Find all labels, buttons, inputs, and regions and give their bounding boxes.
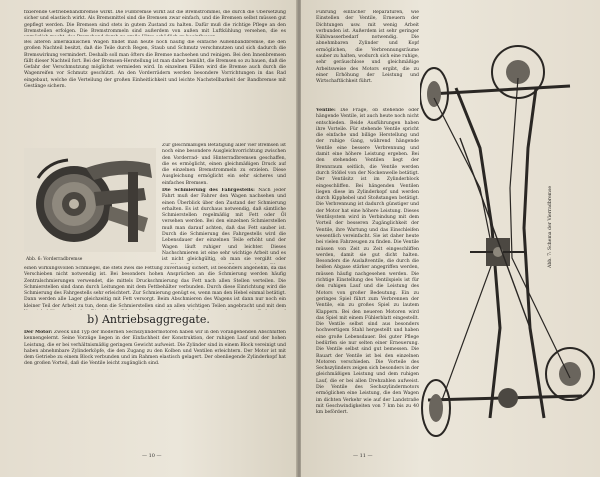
right-para-2-text: Die Frage, ob stehende oder hängende Ventile, ist auch heute noch nicht entschieden. Beide Ausführungen haben ihre Vorteile. Für stehende Ventile spricht die einfache und billige Herstellung und der ruhige Gang, während hängende Ventile eine bessere Verbrennung und damit eine höhere Leistung ergeben. Bei den stehenden Ventilen liegt der Brennraum seitlich, die Ventile werden durch Stößel von der Nockenwelle betätigt. Der Ventilsitz ist im Zylinderblock eingeschliffen. Bei hängenden Ventilen liegen diese im Zylinderkopf und werden durch Kipphebel und Stoßstangen betätigt. Die Verbrennung ist dadurch günstiger und der Motor hat eine höhere Leistung. Dieses Ventilsystem wird in Verbindung mit dem Vorteil der besseren Zugänglichkeit der Ventile, ihre Wartung und das Einschleifen wesentlich vereinfacht. Sie ist daher heute bei vielen Fahrzeugen zu finden. Die Ventile müssen von Zeit zu Zeit eingeschliffen werden, damit sie gut dicht halten. Besonders die Auslaßventile, die durch die heißen Abgase stärker angegriffen werden, müssen häufig nachgesehen werden. Die richtige Einstellung des Ventilspiels ist für den ruhigen Lauf und die Leistung des Motors von großer Bedeutung. Ein zu geringes Spiel führt zum Verbrennen der Ventile, ein zu großes Spiel zu lautem Klappern. Bei den neueren Motoren wird das Spiel mit einem Fühlerblatt eingestellt. Die Ventile selbst sind aus besonders hochwertigem Stahl hergestellt und haben eine große Lebensdauer. Bei guter Pflege bedürfen sie nur selten einer Erneuerung. Die Ventile selbst sind gut bemessen. Die Bauart der Ventile ist bei den einzelnen Motoren verschieden. Die Vorteile des Sechszylinders zeigen sich besonders in der gleichmäßigen Leistung und dem ruhigen Lauf, die er bei allen Drehzahlen aufweist. Die Ventile des Sechszylindermotors ermöglichen eine Leistung, die den Wagen im dichten Verkehr wie auf der Landstraße mit Geschwindigkeiten von 7 km bis zu 40 km befördert. (316, 108, 419, 416)
left-para-5: einen wirkungsvollen Schmiegel, die stets zwei die Fettung zuverlässig sichert, ist besonders angenehm, da das Verschieben nicht notwendig ist. Bei besonders hohen Ansprüchen an die Schmierung werden häufig Zentralschmierungen verwendet, die mittels Druckschmierung das Fett nach allen Stellen verteilen. Die Schmierstellen sind dann durch Leitungen mit dem Fettbehälter verbunden. Durch diese Einrichtung wird die Schmierung des Fahrgestells sehr erleichtert. Zur Schmierung genügt es, wenn man den Hebel einmal betätigt. Dann werden alle Lager gleichzeitig mit Fett versorgt. Beim Abschmieren des Wagens ist dann nur noch ein kleiner Teil der Arbeit zu tun, denn die Schmierstellen sind an allen wichtigen Teilen angebracht und mit dem (24, 266, 286, 309)
left-page (0, 0, 297, 477)
left-para-4 (162, 188, 286, 264)
front-wheel-brake-figure (24, 148, 156, 252)
right-page-number: — 11 — (353, 453, 373, 459)
section-heading: b) Antriebsaggregate. (87, 313, 210, 326)
right-figure-caption: Abb. 7: Schema der Vierradbremse (548, 185, 553, 268)
left-run-in-motor: Der Motor: (24, 330, 53, 335)
left-run-in-lubrication: Die Schmierung des Fahrgestells: (162, 188, 255, 193)
right-para-2 (316, 108, 419, 444)
left-para-1: fixierende Getriebebandbremse wirkt. Die Fußbremse wirkt auf die Bremstrommel, die durch die Übersetzung sicher und elastisch wirkt. Als Bremsmittel sind die Bremsen zwar einfach, und die Bremsen selbst müssen gut gepflegt werden. Die Bremsen sind stets in gutem Zustand zu halten. Dafür muß die richtige Pflege an den Bremsteilen erfolgen. Die Bremstrommeln sind außerdem von außen mit Luftkühlung versehen, die es (24, 10, 286, 34)
left-para-6 (24, 330, 286, 442)
left-para-6-text: Zweck und Typ der modernen Sechszylindermotoren haben wir in den vorangehenden Abschnitten kennengelernt. Seine Vorzüge liegen in der Einfachheit der Konstruktion, der ruhigen Lauf und der hohen Leistung, die er bei verhältnismäßig geringem Gewicht aufweist. Die Zylinder sind in einem Block vereinigt und haben abnehmbare Zylinderköpfe, die den Zugang zu den Kolben und Ventilen erleichtern. Der Motor ist mit dem Getriebe zu einem Block verbunden und im Rahmen elastisch gelagert. Der obenliegende Zylinderkopf hat den großen Vorteil, daß die Ventile leicht zugänglich sind. (24, 330, 286, 367)
right-para-1: Führung einfacher Reparaturen, wie Einstellen der Ventile, Erneuern der Dichtungen usw. mit wenig Arbeit verbunden ist. Außerdem ist sehr geringer Kühlwasserbedarf notwendig. Die abnehmbaren Zylinder und Kopf ermöglichen, die Verbrennungsräume sauber zu halten, wodurch sich eine ruhige, sehr geräuschlose und gleichmäßige Arbeitsweise des Motors ergibt, die zu einer Erhöhung der Leistung und Wirtschaftlichkeit führt. (316, 10, 419, 85)
left-para-2: Bei älteren amerikanischen Wagen findet man heute noch häufig die einfache Außenbandbremse, die den großen Nachteil besitzt, daß die Teile durch Regen, Staub und Schmutz verschmutzen und sich dadurch die Bremswirkung vermindert. Deshalb soll man öfters die Bremse nachsehen und reinigen. Bei den Innenbremsen fällt dieser Nachteil fort. Bei der Bremsen-Herstellung ist man daher bemüht, die Bremsen so zu bauen, daß die Gefahr der Verschmutzung möglichst vermieden wird. In einzelnen Fällen wird die Bremse auch durch die Wagenreifen vor Schmutz geschützt. An den Vorderrädern werden besondere Vorrichtungen in das Rad eingebaut, welche die Verteilung der großen Einheitlichkeit und leichte Nachstellbarkeit der Bandbremse mit Gestänge sichern. (24, 40, 286, 90)
left-para-4-text: Nach jeder Fahrt muß der Fahrer den Wagen nachsehen und einen Überblick über den Zustand der Schmierung erhalten. Es ist durchaus notwendig, daß sämtliche Schmierstellen regelmäßig mit Fett oder Öl versehen werden. Bei den einzelnen Schmierstellen muß man darauf achten, daß das Fett sauber ist. Durch die Schmierung des Fahrgestells wird die Lebensdauer der einzelnen Teile erhöht und der Wagen läuft ruhiger und leichter. Dieses Nachschmieren ist eine sehr wichtige Arbeit und es ist nicht gleichgültig, ob man sie vergißt oder (162, 188, 286, 263)
right-run-in-valves: Ventile: (316, 108, 336, 113)
left-para-3: Zur gleichmäßigen Betätigung aller vier Bremsen ist noch eine besondere Ausgleichvorrichtung zwischen den Vorderrad- und Hinterradbremsen geschaffen, die es ermöglicht, einen gleichmäßigen Druck auf die einzelnen Bremstrommeln zu erzielen. Diese Ausgleichung ermöglicht ein sehr sicheres und einfaches Bremsen. (162, 143, 286, 186)
left-figure-caption: Abb. 6: Vorderradbremse (26, 257, 83, 262)
four-wheel-brake-diagram (420, 28, 596, 460)
left-page-number: — 10 — (142, 453, 162, 459)
